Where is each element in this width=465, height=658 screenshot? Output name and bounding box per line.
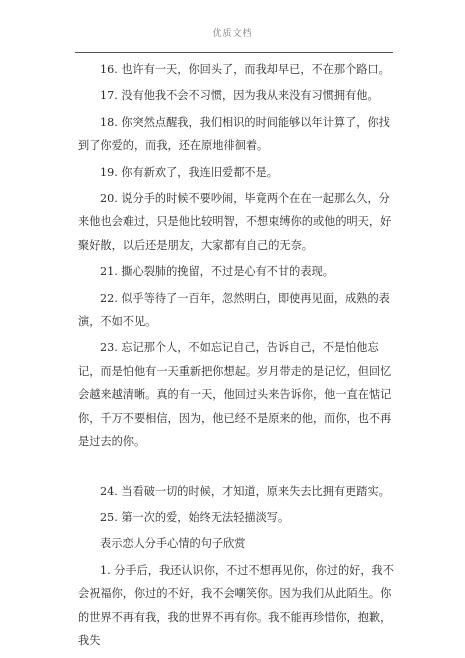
page-header: 优质文档 <box>212 29 253 39</box>
paragraph-20: 20. 说分手的时候不要吵闹，毕竟两个在在一起那么久，分来他也会难过，只是他比较明智，不想束缚你的或他的明天，好聚好散，以后还是朋友，大家都有自己的无奈。 <box>78 192 392 252</box>
document-body <box>78 58 396 655</box>
paragraph-23: 23. 忘记那个人，不如忘记自己，告诉自己，不是怕他忘记，而是怕他有一天重新把你想起。岁月带走的是记忆，但回忆会越来越清晰。真的有一天，他回过头来告诉你，他一直在惦记你，千万不要相信，因为，他已经不是原来的他，而你，也不再是过去的你。 <box>78 341 392 449</box>
paragraph-1: 1. 分手后，我还认识你，不过不想再见你，你过的好，我不会祝福你，你过的不好，我不会嘲笑你。因为我们从此陌生。你的世界不再有我，我的世界不再有你。我不能再珍惜你，抱歉，我失 <box>78 563 394 647</box>
paragraph-18: 18. 你突然点醒我，我们相识的时间能够以年计算了，你找到了你爱的，而我，还在原地徘徊着。 <box>78 115 390 153</box>
paragraph-17: 17. 没有他我不会不习惯，因为我从来没有习惯拥有他。 <box>100 89 379 103</box>
paragraph-16: 16. 也许有一天，你回头了，而我却早已，不在那个路口。 <box>100 63 390 76</box>
section-heading: 表示恋人分手心情的句子欣赏 <box>100 537 246 551</box>
paragraph-24: 24. 当看破一切的时候，才知道，原来失去比拥有更踏实。 <box>100 484 390 498</box>
paragraph-25: 25. 第一次的爱，始终无法轻描淡写。 <box>100 510 290 524</box>
header-divider <box>75 52 393 53</box>
paragraph-22: 22. 似乎等待了一百年，忽然明白，即使再见面，成熟的表演，不如不见。 <box>78 291 390 329</box>
paragraph-19: 19. 你有新欢了，我连旧爱都不是。 <box>100 165 278 179</box>
paragraph-21: 21. 撕心裂肺的挽留，不过是心有不甘的表现。 <box>100 265 334 279</box>
